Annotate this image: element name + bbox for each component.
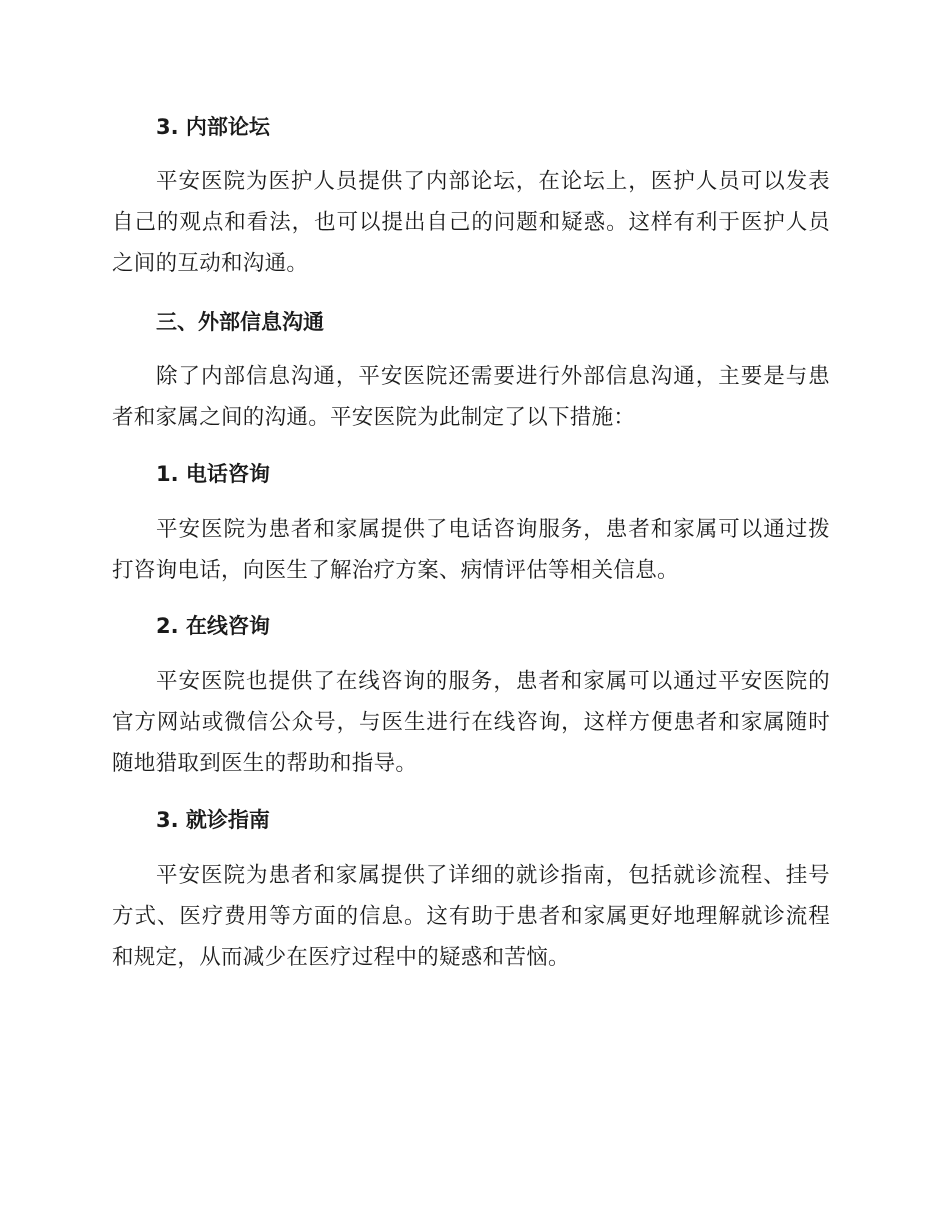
paragraph-internal-forum: 平安医院为医护人员提供了内部论坛，在论坛上，医护人员可以发表自己的观点和看法，也可以提出自己的问题和疑惑。这样有利于医护人员之间的互动和沟通。 — [112, 169, 830, 276]
heading-internal-forum: 3. 内部论坛 — [156, 115, 270, 139]
paragraph-external-communication: 除了内部信息沟通，平安医院还需要进行外部信息沟通，主要是与患者和家属之间的沟通。平安医院为此制定了以下措施： — [112, 364, 830, 430]
heading-phone-consultation: 1. 电话咨询 — [156, 462, 270, 486]
paragraph-online-consultation: 平安医院也提供了在线咨询的服务，患者和家属可以通过平安医院的官方网站或微信公众号，与医生进行在线咨询，这样方便患者和家属随时随地猎取到医生的帮助和指导。 — [112, 669, 830, 776]
paragraph-phone-consultation: 平安医院为患者和家属提供了电话咨询服务，患者和家属可以通过拨打咨询电话，向医生了解治疗方案、病情评估等相关信息。 — [112, 517, 830, 583]
paragraph-visit-guide: 平安医院为患者和家属提供了详细的就诊指南，包括就诊流程、挂号方式、医疗费用等方面的信息。这有助于患者和家属更好地理解就诊流程和规定，从而减少在医疗过程中的疑惑和苦恼。 — [112, 863, 830, 970]
heading-online-consultation: 2. 在线咨询 — [156, 614, 270, 638]
heading-visit-guide: 3. 就诊指南 — [156, 808, 270, 832]
heading-external-communication: 三、外部信息沟通 — [156, 310, 324, 334]
